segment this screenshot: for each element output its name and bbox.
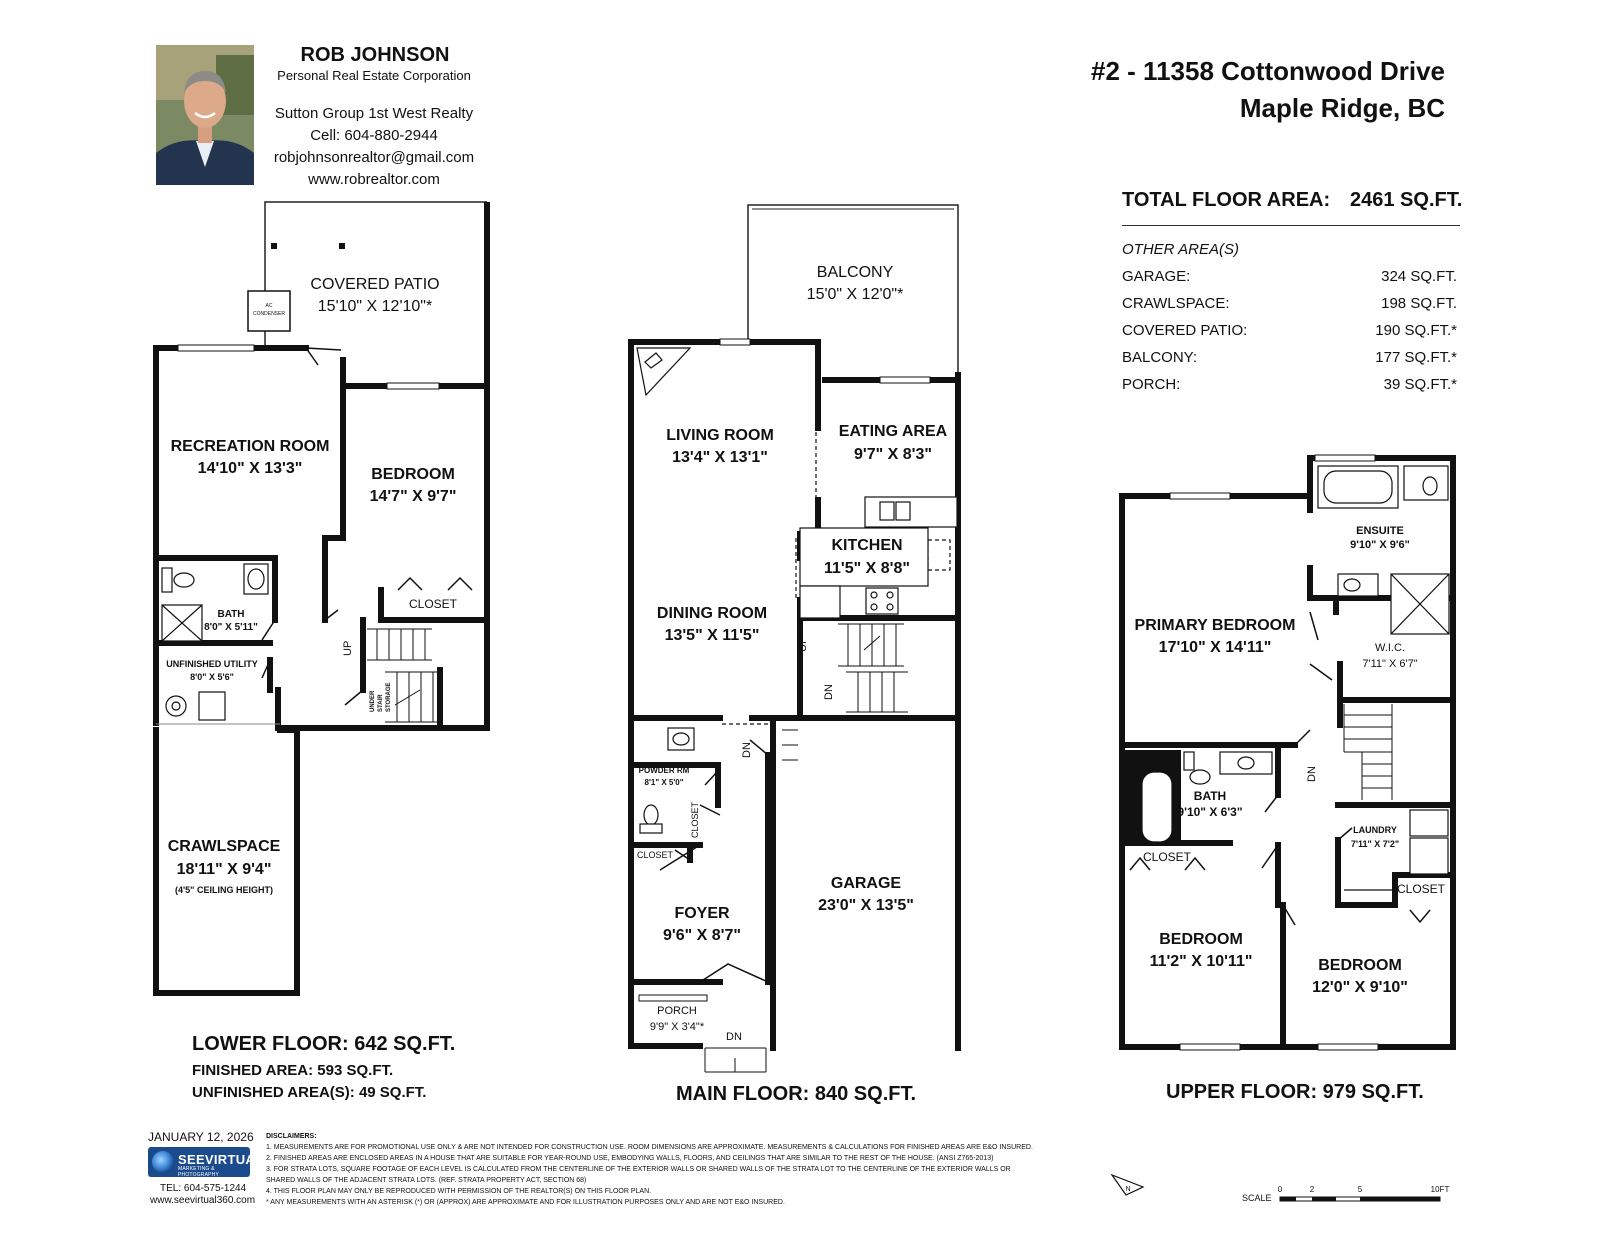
scale-tick: 0: [1277, 1185, 1283, 1194]
room-name: LIVING ROOM: [666, 427, 774, 444]
room-name: CLOSET: [1142, 850, 1192, 864]
logo-tagline: MARKETING & PHOTOGRAPHY: [178, 1166, 220, 1178]
room-name: BEDROOM: [371, 466, 455, 483]
room-name: PORCH: [657, 1005, 697, 1017]
room-name: EATING AREA: [838, 423, 948, 440]
room-dimensions: 7'11" X 7'2": [1350, 839, 1400, 849]
scale-tick: 2: [1309, 1185, 1315, 1194]
room-name: BALCONY: [816, 264, 894, 281]
room-name: W.I.C.: [1375, 642, 1405, 654]
agent-website[interactable]: www.robrealtor.com: [308, 171, 440, 188]
room-dimensions: 14'10" X 13'3": [197, 460, 303, 477]
north-label: N: [1125, 1186, 1131, 1193]
agent-company: Personal Real Estate Corporation: [277, 68, 471, 83]
disclaimer-line: 2. FINISHED AREAS ARE ENCLOSED AREAS IN A HOUSE THAT ARE SUITABLE FOR YEAR-ROUND USE, EMBODYING WALLS, FLOORS, AND CEILINGS THAT ARE SIMILAR TO THE REST OF THE HOUSE. (ANSI Z765-2013): [266, 1155, 994, 1162]
room-dimensions: 17'10" X 14'11": [1158, 639, 1272, 656]
room-name: FOYER: [674, 905, 730, 922]
other-area-label: BALCONY:: [1122, 349, 1198, 366]
stair-down-label: DN: [741, 742, 753, 758]
upper-floor-plan: [1122, 455, 1453, 1103]
room-dimensions: 8'0" X 5'6": [190, 672, 234, 682]
room-dimensions: 9'6" X 8'7": [663, 927, 741, 944]
footer-web[interactable]: www.seevirtual360.com: [150, 1195, 256, 1206]
room-name: CLOSET: [690, 801, 700, 838]
room-name: DINING ROOM: [656, 605, 768, 622]
footer-tel: TEL: 604-575-1244: [160, 1183, 247, 1194]
room-dimensions: 11'5" X 8'8": [824, 560, 910, 577]
room-name: ENSUITE: [1356, 525, 1404, 537]
lower-floor-unfinished: UNFINISHED AREA(S): 49 SQ.FT.: [192, 1084, 427, 1101]
plan-date: JANUARY 12, 2026: [148, 1130, 254, 1144]
other-area-value: 324 SQ.FT.: [1381, 268, 1457, 285]
scale-tick: 5: [1357, 1185, 1363, 1194]
room-dimensions: 18'11" X 9'4": [176, 861, 272, 878]
room-dimensions: 11'2" X 10'11": [1149, 953, 1253, 970]
other-area-value: 190 SQ.FT.*: [1375, 322, 1457, 339]
other-area-label: COVERED PATIO:: [1122, 322, 1248, 339]
condenser-label: CONDENSER: [253, 311, 285, 317]
room-name: CRAWLSPACE: [167, 838, 281, 855]
room-name: BEDROOM: [1159, 931, 1243, 948]
upper-floor-title: UPPER FLOOR: 979 SQ.FT.: [1166, 1081, 1424, 1103]
room-note: (4'5" CEILING HEIGHT): [175, 885, 273, 895]
scale-bar: [1278, 1185, 1450, 1201]
disclaimer-line: * ANY MEASUREMENTS WITH AN ASTERISK (*) OR (APPROX) ARE APPROXIMATE AND FOR ILLUSTRATION PURPOSES ONLY AND ARE NOT E&O INSURED.: [266, 1199, 785, 1206]
room-dimensions: 9'10" X 9'6": [1350, 539, 1410, 551]
storage-label: UNDER: [370, 690, 376, 712]
ac-label: AC: [265, 303, 273, 309]
room-dimensions: 23'0" X 13'5": [818, 897, 914, 914]
seevirtual-logo[interactable]: [148, 1147, 264, 1178]
agent-name: ROB JOHNSON: [300, 44, 450, 66]
other-area-label: GARAGE:: [1122, 268, 1191, 285]
room-name: RECREATION ROOM: [170, 438, 330, 455]
lower-floor-plan: [156, 202, 490, 1101]
storage-label: STORAGE: [386, 682, 392, 712]
lower-floor-title: LOWER FLOOR: 642 SQ.FT.: [192, 1033, 456, 1055]
other-area-value: 39 SQ.FT.*: [1383, 376, 1457, 393]
room-name: CLOSET: [1396, 882, 1446, 896]
room-name: CLOSET: [408, 597, 458, 611]
room-name: CLOSET: [636, 850, 674, 860]
address-line-2: Maple Ridge, BC: [1239, 93, 1445, 123]
room-dimensions: 8'1" X 5'0": [644, 778, 684, 787]
stair-down-label: DN: [823, 684, 835, 700]
room-dimensions: 13'4" X 13'1": [672, 449, 768, 466]
room-dimensions: 9'9" X 3'4"*: [649, 1021, 705, 1033]
stair-up-label: UP: [797, 636, 809, 652]
lower-floor-finished: FINISHED AREA: 593 SQ.FT.: [192, 1062, 394, 1079]
room-name: PRIMARY BEDROOM: [1134, 617, 1296, 634]
other-areas-title: OTHER AREA(S): [1122, 241, 1239, 258]
disclaimer-line: 1. MEASUREMENTS ARE FOR PROMOTIONAL USE ONLY & ARE NOT INTENDED FOR CONSTRUCTION USE. ROOM DIMENSIONS ARE APPROXIMATE. MEASUREMENTS & CALCULATIONS FOR FINISHED AREAS ARE E&O INSURED.: [266, 1144, 1033, 1151]
room-name: GARAGE: [830, 875, 902, 892]
logo-name: SEEVIRTUAL: [178, 1152, 264, 1167]
storage-label: STAIR: [378, 694, 384, 712]
other-area-label: PORCH:: [1122, 376, 1181, 393]
disclaimer-line: SHARED WALLS OF THE ADJACENT STRATA LOTS. (REF. STRATA PROPERTY ACT, SECTION 68): [266, 1177, 587, 1184]
room-dimensions: 14'7" X 9'7": [369, 488, 457, 505]
room-dimensions: 13'5" X 11'5": [664, 627, 760, 644]
other-area-label: CRAWLSPACE:: [1122, 295, 1230, 312]
room-name: UNFINISHED UTILITY: [166, 659, 258, 669]
stair-up-label: UP: [342, 640, 354, 656]
room-dimensions: 7'11" X 6'7": [1362, 658, 1418, 670]
total-floor-area-label: TOTAL FLOOR AREA:: [1122, 189, 1331, 211]
north-arrow: [1112, 1175, 1143, 1195]
room-name: POWDER RM: [638, 766, 690, 775]
disclaimer-line: 4. THIS FLOOR PLAN MAY ONLY BE REPRODUCED WITH PERMISSION OF THE REALTOR(S) ON THIS FLOOR PLAN.: [266, 1188, 652, 1195]
logo-swirl-icon: [152, 1151, 174, 1173]
room-name: BEDROOM: [1318, 957, 1402, 974]
disclaimer-line: 3. FOR STRATA LOTS, SQUARE FOOTAGE OF EACH LEVEL IS CALCULATED FROM THE CENTERLINE OF THE EXTERIOR WALLS OR SHARED WALLS OF THE STRATA LOT TO THE CENTERLINE OF THE EXTERIOR WALLS OR: [266, 1166, 1011, 1173]
stair-down-label: DN: [1306, 766, 1318, 782]
room-name: KITCHEN: [831, 537, 903, 554]
main-floor-plan: [631, 205, 958, 1105]
address-line-1: #2 - 11358 Cottonwood Drive: [1091, 56, 1445, 86]
scale-tick: 10FT: [1430, 1185, 1450, 1194]
room-name: COVERED PATIO: [310, 276, 440, 293]
agent-cell: Cell: 604-880-2944: [310, 127, 438, 144]
agent-email[interactable]: robjohnsonrealtor@gmail.com: [273, 149, 475, 166]
room-dimensions: 9'7" X 8'3": [854, 446, 932, 463]
room-dimensions: 9'10" X 6'3": [1177, 805, 1243, 819]
stair-down-label: DN: [726, 1031, 742, 1043]
room-name: BATH: [217, 609, 245, 620]
disclaimers-title: DISCLAIMERS:: [266, 1133, 317, 1140]
other-area-value: 198 SQ.FT.: [1381, 295, 1457, 312]
room-dimensions: 8'0" X 5'11": [204, 622, 258, 633]
room-dimensions: 15'10" X 12'10"*: [317, 298, 433, 315]
room-name: BATH: [1193, 789, 1227, 803]
agent-brokerage: Sutton Group 1st West Realty: [274, 105, 474, 122]
scale-label: SCALE: [1242, 1193, 1272, 1203]
room-name: LAUNDRY: [1353, 825, 1397, 835]
main-floor-title: MAIN FLOOR: 840 SQ.FT.: [676, 1083, 917, 1105]
room-dimensions: 15'0" X 12'0"*: [806, 286, 904, 303]
other-area-value: 177 SQ.FT.*: [1375, 349, 1457, 366]
total-floor-area-value: 2461 SQ.FT.: [1350, 189, 1463, 211]
room-dimensions: 12'0" X 9'10": [1312, 979, 1408, 996]
